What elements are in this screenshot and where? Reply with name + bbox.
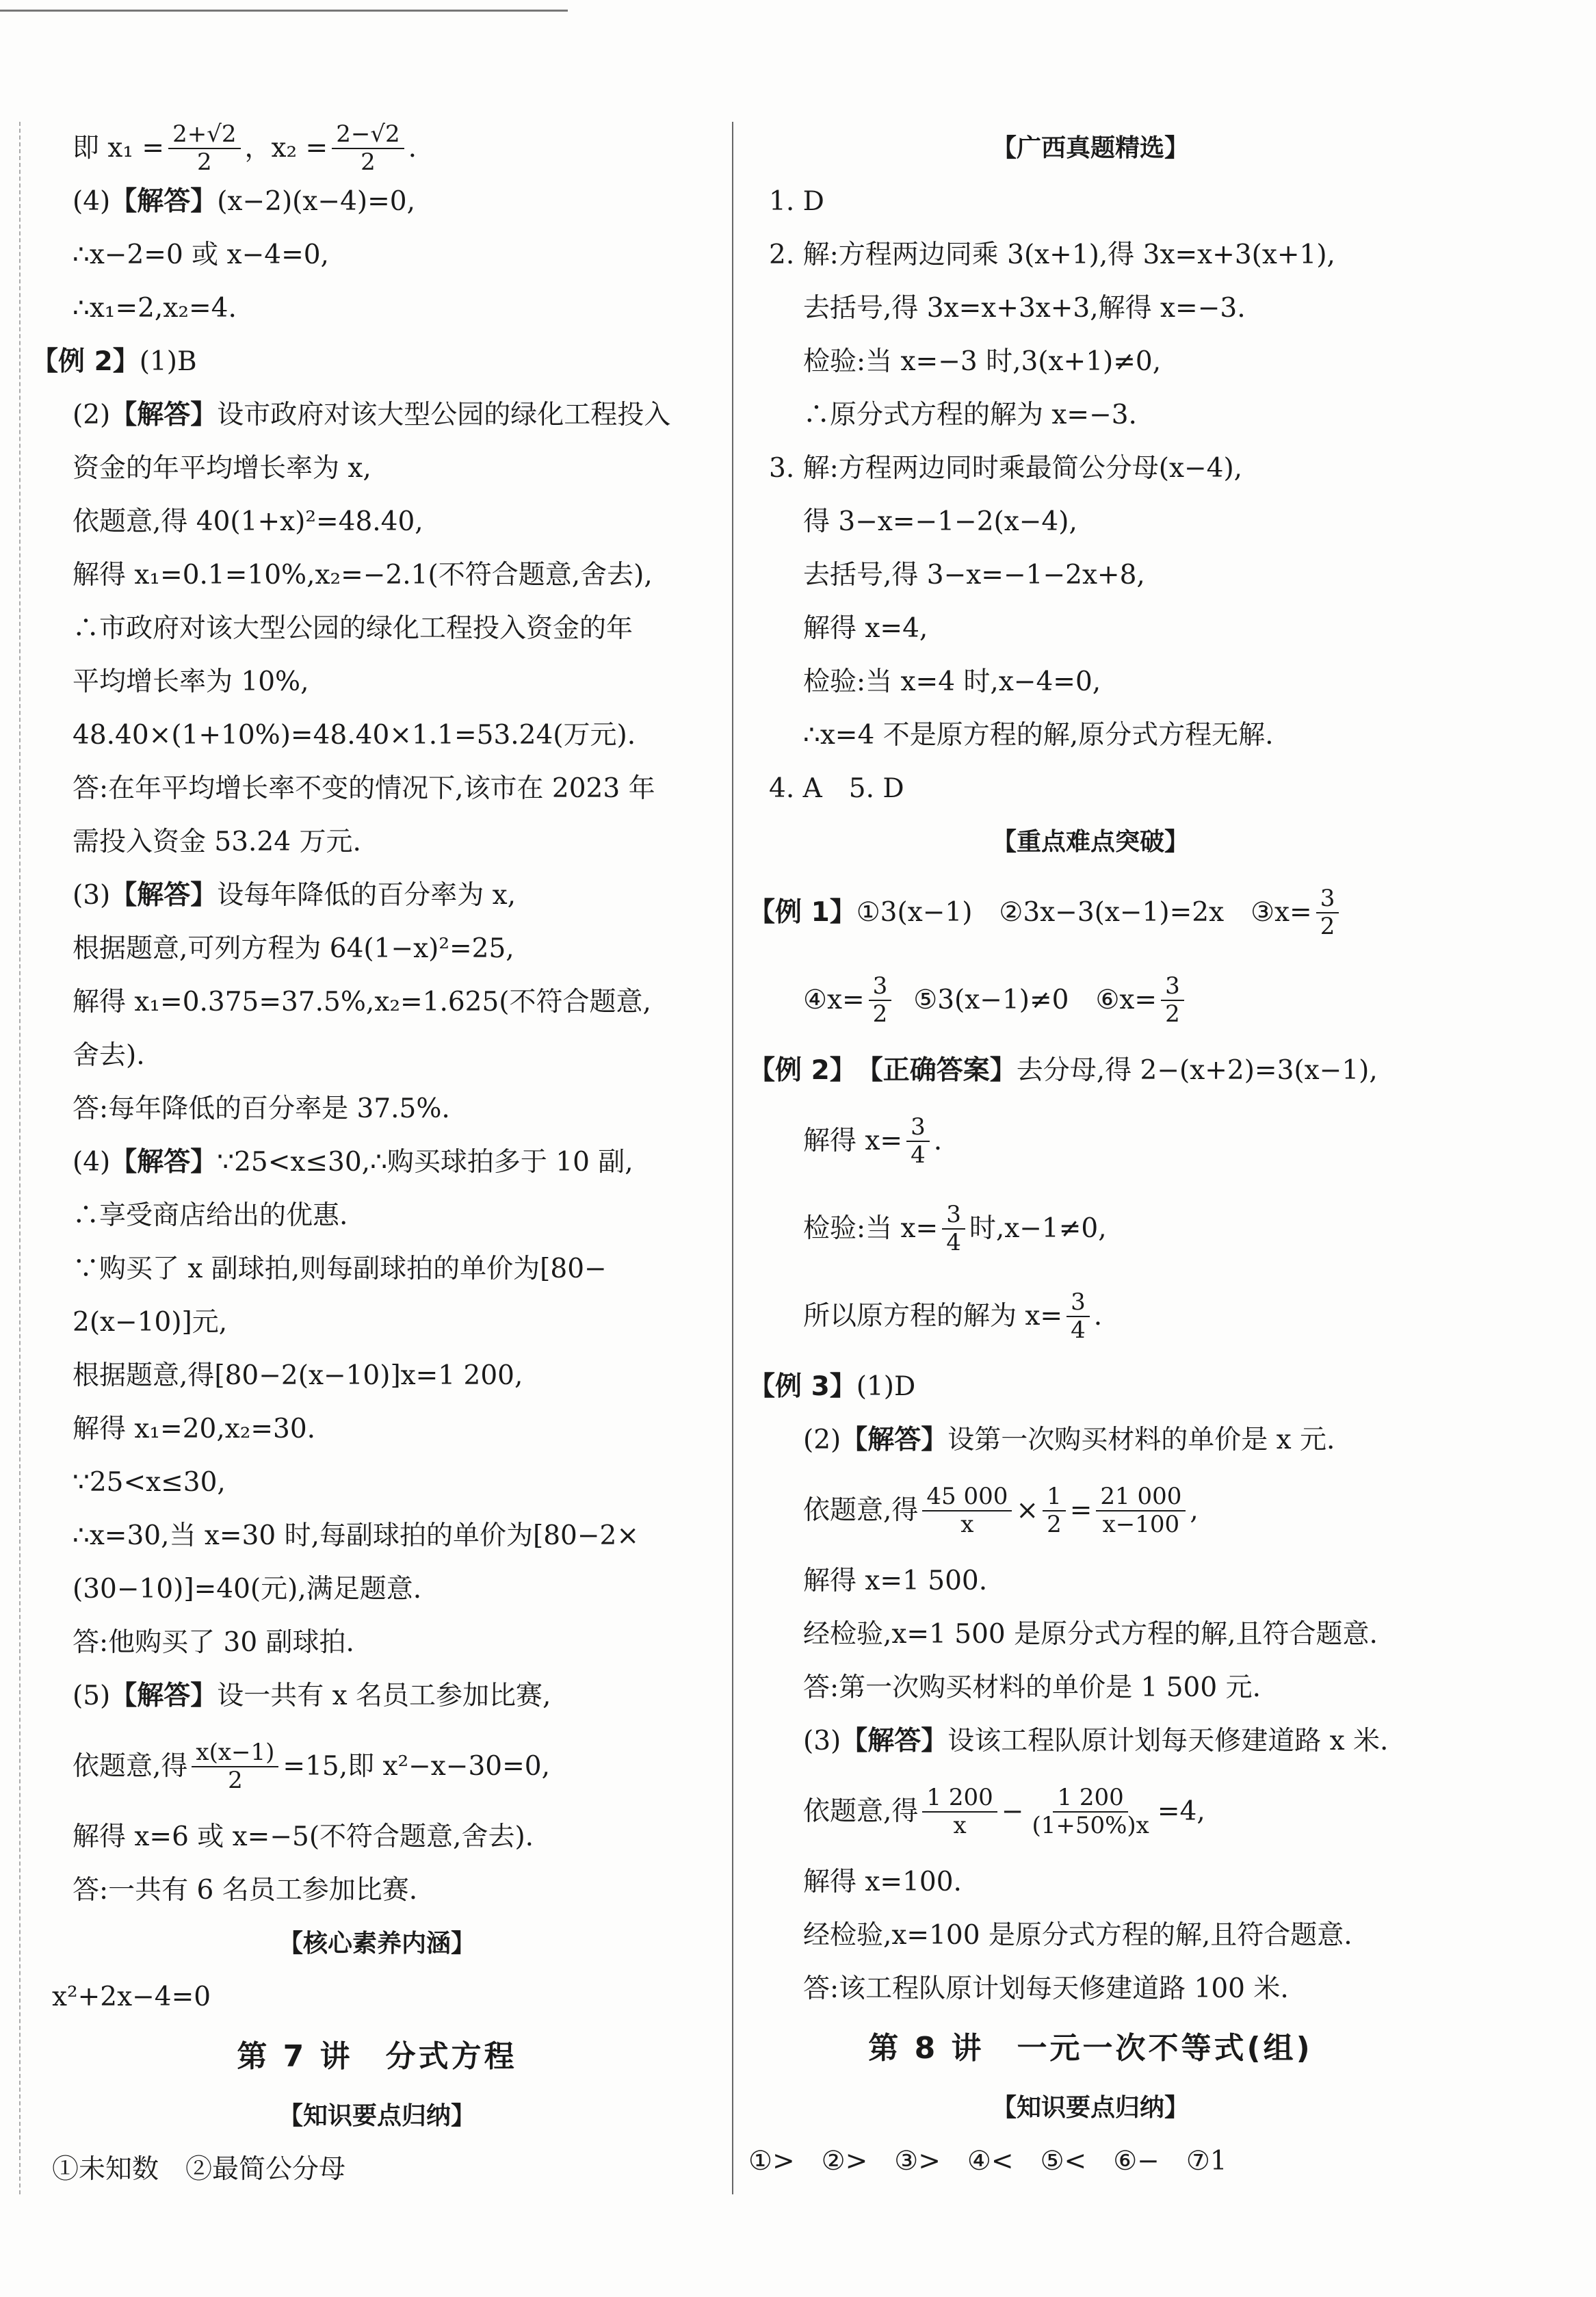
- denominator: 2: [872, 1000, 888, 1028]
- fraction: [942, 1202, 965, 1256]
- example-tag: 【例 1】: [748, 896, 856, 928]
- text: (x−2)(x−4)=0,: [217, 185, 415, 217]
- answer-tag: 【解答】: [841, 1424, 948, 1455]
- text: .: [1093, 1300, 1103, 1332]
- line: 答:在年平均增长率不变的情况下,该市在 2023 年: [73, 773, 655, 804]
- line: 根据题意,可列方程为 64(1−x)²=25,: [73, 933, 514, 964]
- line: 答:该工程队原计划每天修建道路 100 米.: [803, 1973, 1289, 2004]
- line: [748, 1768, 1433, 1856]
- numerator: 2−√2: [332, 121, 404, 149]
- fraction: [1161, 973, 1184, 1028]
- text: (3): [73, 879, 111, 911]
- answer-tag: 【解答】: [110, 399, 218, 430]
- line: ∴享受商店给出的优惠.: [73, 1199, 348, 1231]
- denominator: 2: [361, 148, 376, 176]
- text: 设一共有 x 名员工参加比赛,: [217, 1680, 551, 1711]
- numerator: 3: [1316, 885, 1339, 913]
- line: 资金的年平均增长率为 x,: [73, 452, 371, 484]
- fraction: [1316, 885, 1339, 940]
- denominator: 4: [911, 1141, 926, 1169]
- numerator: 45 000: [922, 1483, 1012, 1511]
- line: ∴原分式方程的解为 x=−3.: [803, 399, 1137, 430]
- numerator: 21 000: [1096, 1483, 1186, 1511]
- line: 48.40×(1+10%)=48.40×1.1=53.24(万元).: [73, 719, 636, 751]
- text: −: [1001, 1795, 1024, 1827]
- line: 2(x−10)]元,: [73, 1306, 228, 1338]
- line: [31, 1136, 722, 1189]
- denominator: 2: [1047, 1511, 1062, 1538]
- section-heading: 【核心素养内涵】: [278, 1930, 475, 1958]
- numerator: 3: [942, 1202, 965, 1230]
- line: 经检验,x=100 是原分式方程的解,且符合题意.: [803, 1919, 1352, 1951]
- text: .: [933, 1125, 943, 1156]
- line: [748, 1360, 1433, 1414]
- line: 4. A 5. D: [769, 773, 904, 804]
- numerator: 3: [1067, 1289, 1090, 1317]
- text: (1)D: [856, 1371, 916, 1402]
- text: 设每年降低的百分率为 x,: [217, 879, 516, 911]
- text: 依题意,得: [73, 1750, 188, 1782]
- line: 检验:当 x=4 时,x−4=0,: [803, 666, 1101, 697]
- denominator: x: [953, 1812, 967, 1839]
- line: [31, 335, 722, 389]
- text: 检验:当 x=: [803, 1212, 939, 1244]
- fraction: [1067, 1289, 1090, 1344]
- line: [31, 122, 722, 175]
- line: 平均增长率为 10%,: [73, 666, 309, 697]
- line: 1. D: [769, 185, 824, 217]
- line: 答:一共有 6 名员工参加比赛.: [73, 1874, 418, 1906]
- line: 2. 解:方程两边同乘 3(x+1),得 3x=x+3(x+1),: [769, 239, 1335, 270]
- line: 去括号,得 3−x=−1−2x+8,: [803, 559, 1145, 591]
- fraction: [332, 121, 404, 176]
- line: 答:他购买了 30 副球拍.: [73, 1626, 354, 1658]
- answer-tag: 【解答】: [110, 1146, 218, 1178]
- line: [748, 1044, 1433, 1098]
- numerator: 1: [1043, 1483, 1066, 1511]
- fraction: [1028, 1785, 1153, 1839]
- line: ∴x−2=0 或 x−4=0,: [73, 239, 329, 270]
- answer-tag: 【解答】: [110, 1680, 218, 1711]
- denominator: 4: [1071, 1316, 1086, 1344]
- section-heading: 【广西真题精选】: [991, 134, 1189, 162]
- text: =15,即 x²−x−30=0,: [283, 1750, 550, 1782]
- example-tag: 【例 3】: [748, 1371, 856, 1402]
- line: [748, 1467, 1433, 1555]
- numerator: 2+√2: [168, 121, 240, 149]
- line: x²+2x−4=0: [52, 1981, 211, 2012]
- denominator: (1+50%)x: [1032, 1812, 1149, 1839]
- text: ，x₂ =: [244, 132, 328, 164]
- line: [748, 1715, 1433, 1768]
- line: ∴x=4 不是原方程的解,原分式方程无解.: [803, 719, 1274, 751]
- line: 解得 x₁=20,x₂=30.: [73, 1413, 316, 1444]
- denominator: x−100: [1102, 1511, 1180, 1538]
- line: [31, 869, 722, 922]
- line: [748, 1414, 1433, 1467]
- text: 依题意,得: [803, 1795, 919, 1827]
- numerator: x(x−1): [192, 1739, 278, 1767]
- text: 设市政府对该大型公园的绿化工程投入: [217, 399, 671, 430]
- numerator: 3: [906, 1114, 930, 1142]
- numerator: 3: [1161, 973, 1184, 1001]
- line: 答:每年降低的百分率是 37.5%.: [73, 1093, 450, 1124]
- line: 解得 x=1 500.: [803, 1565, 988, 1596]
- text: (2): [73, 399, 111, 430]
- example-tag: 【例 2】: [31, 346, 140, 377]
- text: (1)B: [139, 346, 197, 377]
- text: (5): [73, 1680, 111, 1711]
- line: [748, 957, 1433, 1044]
- text: 即 x₁ =: [73, 132, 165, 164]
- line: ∴市政府对该大型公园的绿化工程投入资金的年: [73, 612, 633, 644]
- line: [31, 1723, 722, 1811]
- fraction: [1096, 1483, 1186, 1538]
- text: 去分母,得 2−(x+2)=3(x−1),: [1016, 1054, 1378, 1086]
- left-column: [19, 122, 722, 2194]
- fraction: [869, 973, 892, 1028]
- line: [748, 1273, 1433, 1360]
- line: [748, 1185, 1433, 1273]
- line: 根据题意,得[80−2(x−10)]x=1 200,: [73, 1360, 523, 1391]
- text: ⑤3(x−1)≠0 ⑥x=: [913, 984, 1157, 1015]
- section-heading: 【重点难点突破】: [991, 828, 1189, 856]
- answer-tag: 【解答】: [110, 185, 218, 217]
- answer-tag: 【解答】: [110, 879, 218, 911]
- right-column: [732, 122, 1433, 2194]
- line: 舍去).: [73, 1039, 145, 1071]
- lecture-title: 第 7 讲 分式方程: [237, 2039, 517, 2074]
- line: ∵购买了 x 副球拍,则每副球拍的单价为[80−: [73, 1253, 607, 1284]
- section-heading: 【知识要点归纳】: [991, 2094, 1189, 2122]
- fraction: [1043, 1483, 1066, 1538]
- text: 时,x−1≠0,: [969, 1212, 1107, 1244]
- line: ①> ②> ③> ④< ⑤< ⑥− ⑦1: [748, 2145, 1227, 2177]
- header-rule: [0, 10, 568, 12]
- example-tag: 【例 2】: [748, 1054, 856, 1086]
- line: 需投入资金 53.24 万元.: [73, 826, 361, 857]
- line: 得 3−x=−1−2(x−4),: [803, 506, 1077, 537]
- text: 设该工程队原计划每天修建道路 x 米.: [947, 1725, 1389, 1756]
- denominator: 4: [946, 1229, 961, 1256]
- line: ∴x=30,当 x=30 时,每副球拍的单价为[80−2×: [73, 1520, 640, 1551]
- text: =4,: [1157, 1795, 1205, 1827]
- denominator: 2: [1320, 913, 1335, 940]
- line: [31, 389, 722, 442]
- text: =: [1069, 1494, 1093, 1526]
- correct-answer-tag: 【正确答案】: [856, 1054, 1017, 1086]
- text: (2): [803, 1424, 841, 1455]
- text: (3): [803, 1725, 841, 1756]
- line: 去括号,得 3x=x+3x+3,解得 x=−3.: [803, 292, 1246, 324]
- fraction: [922, 1785, 997, 1839]
- fraction: [906, 1114, 930, 1169]
- fraction: [922, 1483, 1012, 1538]
- text: (4): [73, 185, 111, 217]
- text: ①3(x−1) ②3x−3(x−1)=2x ③x=: [856, 896, 1312, 928]
- text: 所以原方程的解为 x=: [803, 1300, 1063, 1332]
- line: [748, 1098, 1433, 1185]
- line: 检验:当 x=−3 时,3(x+1)≠0,: [803, 346, 1162, 377]
- line: ①未知数 ②最简公分母: [52, 2153, 346, 2185]
- answer-tag: 【解答】: [841, 1725, 948, 1756]
- line: [31, 175, 722, 229]
- denominator: 2: [197, 148, 212, 176]
- line: 解得 x₁=0.375=37.5%,x₂=1.625(不符合题意,: [73, 986, 651, 1017]
- line: 经检验,x=1 500 是原分式方程的解,且符合题意.: [803, 1618, 1378, 1650]
- numerator: 3: [869, 973, 892, 1001]
- line: ∵25<x≤30,: [73, 1466, 226, 1498]
- text: 依题意,得: [803, 1494, 919, 1526]
- text: ×: [1016, 1494, 1039, 1526]
- line: [748, 869, 1433, 957]
- line: [31, 1670, 722, 1723]
- line: 解得 x=100.: [803, 1866, 962, 1897]
- line: 答:第一次购买材料的单价是 1 500 元.: [803, 1672, 1261, 1703]
- text: 解得 x=: [803, 1125, 903, 1156]
- text: (4): [73, 1146, 111, 1178]
- line: 解得 x=4,: [803, 612, 928, 644]
- denominator: x: [960, 1511, 974, 1538]
- text: ④x=: [803, 984, 865, 1015]
- lecture-title: 第 8 讲 一元一次不等式(组): [868, 2031, 1313, 2066]
- fraction: [168, 121, 240, 176]
- numerator: 1 200: [922, 1785, 997, 1813]
- text: ∵25<x≤30,∴购买球拍多于 10 副,: [217, 1146, 633, 1178]
- section-heading: 【知识要点归纳】: [278, 2102, 475, 2130]
- numerator: 1 200: [1053, 1785, 1127, 1813]
- fraction: [192, 1739, 278, 1794]
- line: 解得 x₁=0.1=10%,x₂=−2.1(不符合题意,舍去),: [73, 559, 653, 591]
- line: (30−10)]=40(元),满足题意.: [73, 1573, 422, 1605]
- text: ,: [1190, 1494, 1199, 1526]
- line: ∴x₁=2,x₂=4.: [73, 292, 237, 324]
- text: .: [408, 132, 417, 164]
- line: 解得 x=6 或 x=−5(不符合题意,舍去).: [73, 1821, 534, 1852]
- line: 3. 解:方程两边同时乘最简公分母(x−4),: [769, 452, 1243, 484]
- denominator: 2: [228, 1767, 243, 1794]
- line: 依题意,得 40(1+x)²=48.40,: [73, 506, 423, 537]
- denominator: 2: [1165, 1000, 1180, 1028]
- text: 设第一次购买材料的单价是 x 元.: [947, 1424, 1335, 1455]
